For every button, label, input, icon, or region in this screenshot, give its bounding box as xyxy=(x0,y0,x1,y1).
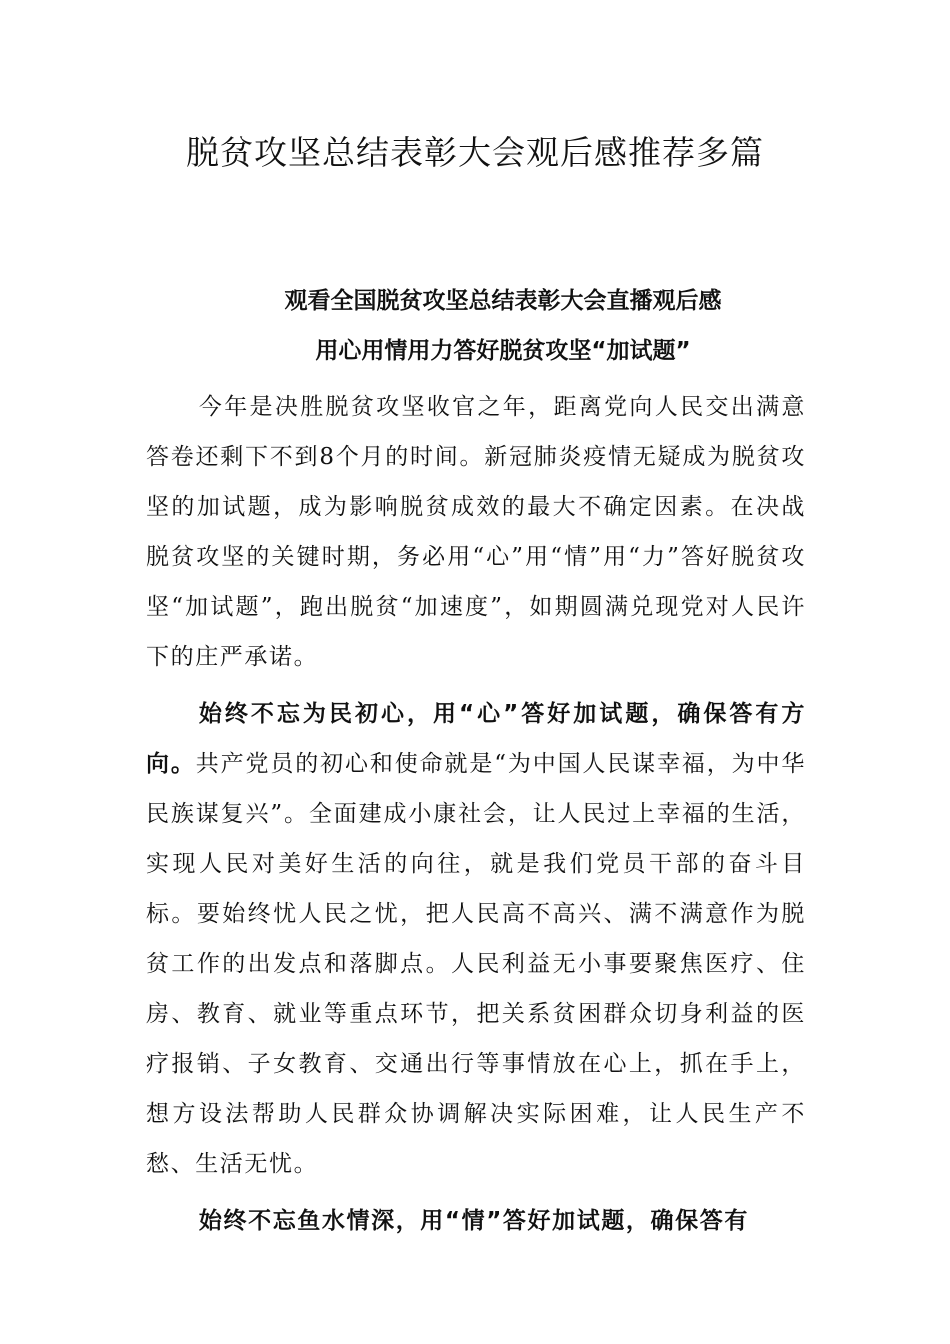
paragraph-heading: 始终不忘鱼水情深，用“情”答好加试题，确保答有 xyxy=(198,1208,749,1234)
article-title: 观看全国脱贫攻坚总结表彰大会直播观后感 xyxy=(284,288,722,314)
paragraph-intro xyxy=(146,382,806,682)
paragraph-heart xyxy=(146,689,806,1189)
paragraph-text: 今年是决胜脱贫攻坚收官之年，距离党向人民交出满意答卷还剩下不到8个月的时间。新冠肺炎疫情无疑成为脱贫攻坚的加试题，成为影响脱贫成效的最大不确定因素。在决战脱贫攻坚的关键时期，务必用“心”用“情”用“力”答好脱贫攻坚“加试题”，跑出脱贫“加速度”，如期圆满兑现党对人民许下的庄严承诺。 xyxy=(146,394,806,670)
paragraph-feeling xyxy=(146,1196,806,1246)
paragraph-heading: 始终不忘为民初心，用“心”答好加试题，确保答有方向。 xyxy=(146,701,806,777)
article-subtitle: 用心用情用力答好脱贫攻坚“加试题” xyxy=(315,338,691,364)
document-body xyxy=(146,382,806,1253)
paragraph-text: 共产党员的初心和使命就是“为中国人民谋幸福，为中华民族谋复兴”。全面建成小康社会，让人民过上幸福的生活，实现人民对美好生活的向往，就是我们党员干部的奋斗目标。要始终忧人民之忧，把人民高不高兴、满不满意作为脱贫工作的出发点和落脚点。人民利益无小事要聚焦医疗、住房、教育、就业等重点环节，把关系贫困群众切身利益的医疗报销、子女教育、交通出行等事情放在心上，抓在手上，想方设法帮助人民群众协调解决实际困难，让人民生产不愁、生活无忧。 xyxy=(146,751,806,1177)
document-title: 脱贫攻坚总结表彰大会观后感推荐多篇 xyxy=(186,133,764,172)
